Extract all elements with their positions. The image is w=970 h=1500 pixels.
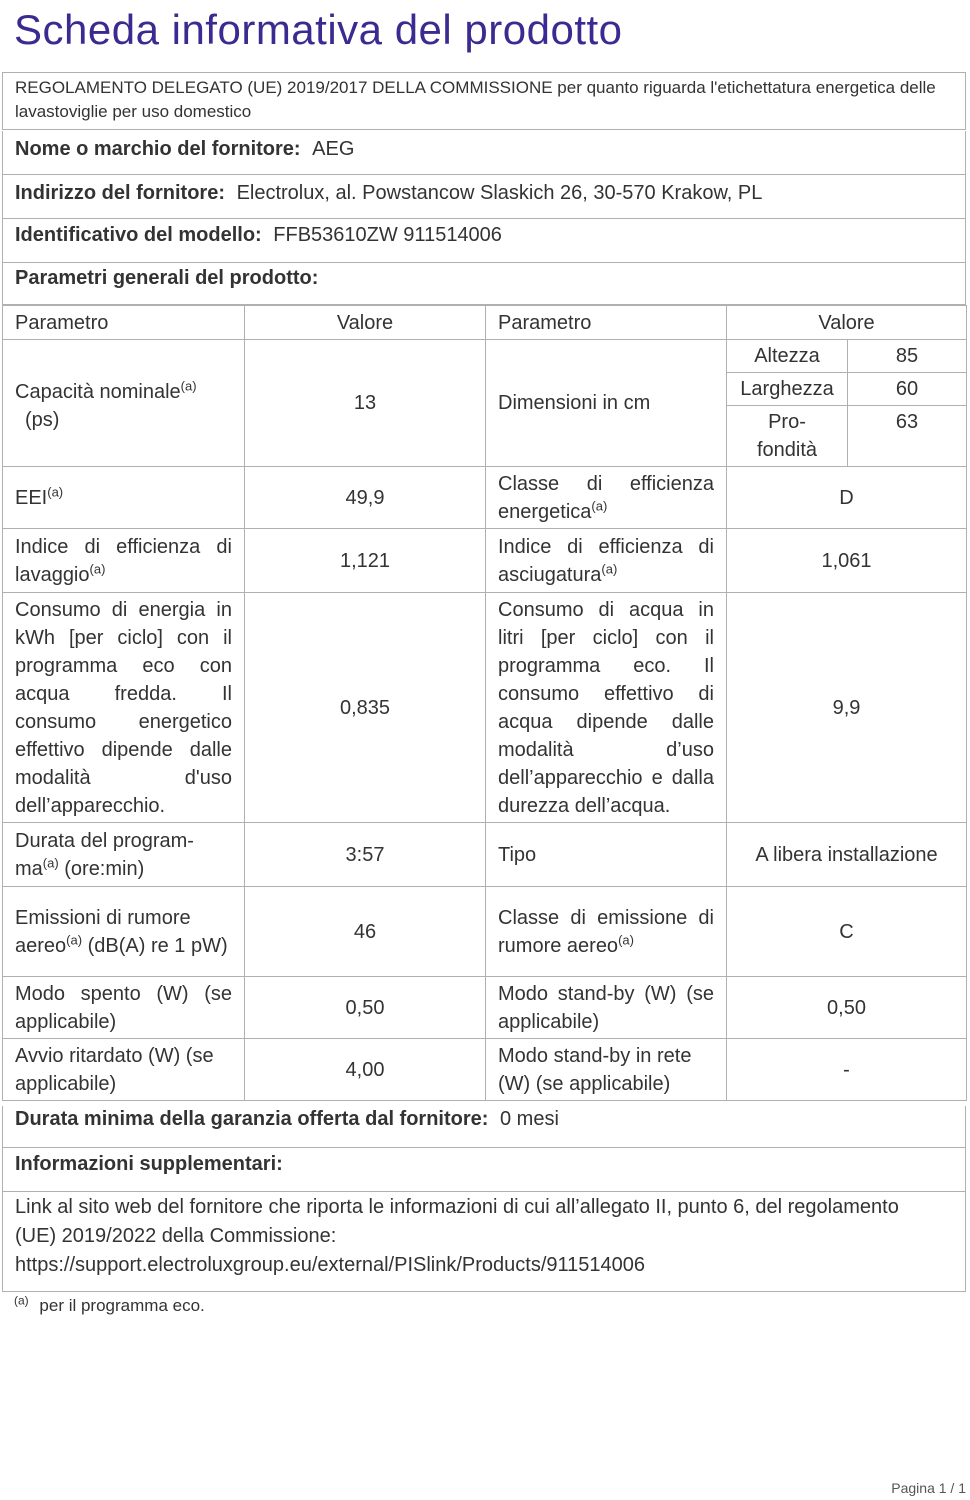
header-parameter-2: Parametro xyxy=(486,306,727,340)
networked-standby-value: - xyxy=(727,1039,967,1101)
model-row xyxy=(2,219,966,263)
table-row xyxy=(3,1039,967,1101)
table-row xyxy=(3,340,967,373)
page-number: Pagina 1 / 1 xyxy=(891,1480,966,1496)
depth-value: 63 xyxy=(848,406,967,467)
dry-index-label: Indice di efficienza di asciugatura$^{(a)}$ xyxy=(486,529,727,593)
width-label: Larghezza xyxy=(727,373,848,406)
address-label: Indirizzo del fornitore: xyxy=(15,182,225,204)
wash-index-label: Indice di efficienza di lavaggio$^{(a)}$ xyxy=(3,529,245,593)
standby-label: Modo stand-by (W) (se applicabile) xyxy=(486,977,727,1039)
model-label: Identificativo del modello: xyxy=(15,224,262,246)
model-value: FFB53610ZW 911514006 xyxy=(273,224,502,246)
wash-index-value: 1,121 xyxy=(245,529,486,593)
height-label: Altezza xyxy=(727,340,848,373)
networked-standby-label: Modo stand-by in rete (W) (se applicabile) xyxy=(486,1039,727,1101)
regulation-text: REGOLAMENTO DELEGATO (UE) 2019/2017 DELLA COMMISSIONE per quanto riguarda l'etichettatura energetica delle lavastoviglie per uso domestico xyxy=(15,78,936,121)
footnote: $^{(a)}$ per il programma eco. xyxy=(14,1293,205,1315)
standby-value: 0,50 xyxy=(727,977,967,1039)
depth-label: Pro- fondità xyxy=(727,406,848,467)
supplier-link-text: Link al sito web del fornitore che riporta le informazioni di cui all’allegato II, punto 6, del regolamento (UE) 2019/2022 della Commissione: https://support.electroluxgroup.eu/external/PISlink/Products/911514006 xyxy=(15,1196,899,1276)
noise-class-label: Classe di emissione di rumore aereo$^{(a)}$ xyxy=(486,887,727,977)
address-value: Electrolux, al. Powstancow Slaskich 26, 30-570 Krakow, PL xyxy=(236,182,763,204)
table-row xyxy=(3,467,967,529)
table-row xyxy=(3,529,967,593)
supplementary-label: Informazioni supplementari: xyxy=(15,1153,283,1175)
height-value: 85 xyxy=(848,340,967,373)
table-row xyxy=(3,887,967,977)
supplier-row xyxy=(2,131,966,175)
water-consumption-label: Consumo di acqua in litri [per ciclo] con il programma eco. Il consumo effettivo di acqua dipende dalle modalità d’uso dell’apparecchio e dalla durezza dell’acqua. xyxy=(486,593,727,823)
noise-label: Emissioni di rumore aereo$^{(a)}$ (dB(A) re 1 pW) xyxy=(3,887,245,977)
off-mode-label: Modo spento (W) (se applicabile) xyxy=(3,977,245,1039)
table-row xyxy=(3,823,967,887)
width-value: 60 xyxy=(848,373,967,406)
energy-consumption-value: 0,835 xyxy=(245,593,486,823)
table-row xyxy=(3,977,967,1039)
energy-consumption-label: Consumo di energia in kWh [per ciclo] con il programma eco con acqua fredda. Il consumo energetico effettivo dipende dalle modalità d'uso dell’apparecchio. xyxy=(3,593,245,823)
delay-start-label: Avvio ritardato (W) (se applicabile) xyxy=(3,1039,245,1101)
eei-label: EEI$^{(a)}$ xyxy=(3,467,245,529)
noise-value: 46 xyxy=(245,887,486,977)
off-mode-value: 0,50 xyxy=(245,977,486,1039)
dimensions-label: Dimensioni in cm xyxy=(486,340,727,467)
address-row xyxy=(2,175,966,219)
duration-value: 3:57 xyxy=(245,823,486,887)
header-value-1: Valore xyxy=(245,306,486,340)
noise-class-value: C xyxy=(727,887,967,977)
capacity-label: Capacità nominale$^{(a)}$ (ps) xyxy=(3,340,245,467)
warranty-value: 0 mesi xyxy=(500,1108,559,1130)
capacity-value: 13 xyxy=(245,340,486,467)
duration-label: Durata del program- $ma^{(a)}$ (ore:min) xyxy=(3,823,245,887)
header-parameter-1: Parametro xyxy=(3,306,245,340)
supplier-value: AEG xyxy=(312,138,355,160)
type-value: A libera installazione xyxy=(727,823,967,887)
supplementary-row xyxy=(2,1148,966,1192)
table-row xyxy=(3,593,967,823)
general-params-row xyxy=(2,263,966,305)
energy-class-label: Classe di efficienza energetica$^{(a)}$ xyxy=(486,467,727,529)
general-params-label: Parametri generali del prodotto: xyxy=(15,267,319,289)
water-consumption-value: 9,9 xyxy=(727,593,967,823)
delay-start-value: 4,00 xyxy=(245,1039,486,1101)
warranty-row xyxy=(2,1106,966,1148)
warranty-label: Durata minima della garanzia offerta dal fornitore: xyxy=(15,1108,489,1130)
parameters-table xyxy=(2,305,967,1101)
dry-index-value: 1,061 xyxy=(727,529,967,593)
eei-value: 49,9 xyxy=(245,467,486,529)
regulation-row xyxy=(2,72,966,130)
type-label: Tipo xyxy=(486,823,727,887)
energy-class-value: D xyxy=(727,467,967,529)
page-title: Scheda informativa del prodotto xyxy=(14,6,623,53)
table-header-row xyxy=(3,306,967,340)
header-value-2: Valore xyxy=(727,306,967,340)
supplier-label: Nome o marchio del fornitore: xyxy=(15,138,301,160)
link-row xyxy=(2,1192,966,1292)
